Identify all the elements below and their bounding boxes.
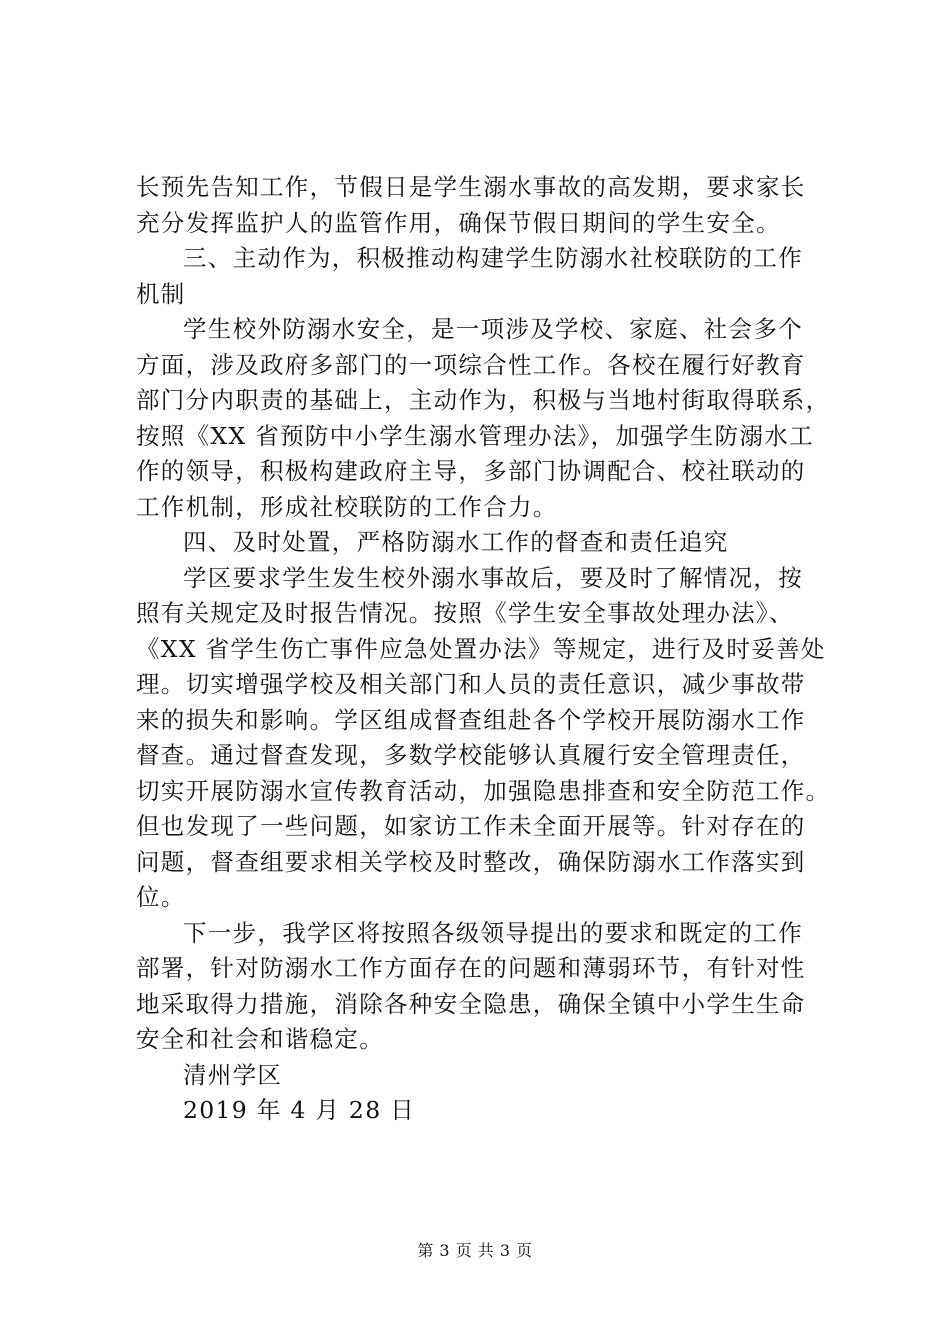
page-number-label: 第 3 页 共 3 页 [417, 1241, 533, 1260]
text-line: 下一步，我学区将按照各级领导提出的要求和既定的工作 [183, 918, 803, 947]
text-line: 长预先告知工作，节假日是学生溺水事故的高发期，要求家长 [136, 173, 806, 201]
text-line: 理。切实增强学校及相关部门和人员的责任意识，减少事故带 [136, 670, 806, 698]
text-line: 学区要求学生发生校外溺水事故后，要及时了解情况，按 [183, 563, 803, 592]
text-line: 作的领导，积极构建政府主导，多部门协调配合、校社联动的 [136, 457, 806, 485]
document-body [136, 170, 836, 1129]
text-line: 《XX 省学生伤亡事件应急处置办法》等规定，进行及时妥善处 [136, 634, 826, 663]
section-heading-continued: 机制 [136, 279, 186, 308]
text-line: 来的损失和影响。学区组成督查组赴各个学校开展防溺水工作 [136, 705, 806, 734]
document-date: 2019 年 4 月 28 日 [183, 1096, 416, 1124]
text-line: 安全和社会和谐稳定。 [136, 1025, 384, 1053]
page-footer [0, 1238, 950, 1261]
text-line: 督查。通过督查发现，多数学校能够认真履行安全管理责任， [136, 741, 806, 769]
text-line: 学生校外防溺水安全，是一项涉及学校、家庭、社会多个 [183, 315, 803, 343]
text-line: 方面，涉及政府多部门的一项综合性工作。各校在履行好教育 [136, 350, 806, 379]
text-line: 充分发挥监护人的监管作用，确保节假日期间的学生安全。 [136, 208, 781, 237]
text-line: 位。 [136, 883, 186, 911]
text-line: 照有关规定及时报告情况。按照《学生安全事故处理办法》、 [136, 599, 794, 627]
text-line: 问题，督查组要求相关学校及时整改，确保防溺水工作落实到 [136, 847, 806, 876]
text-line: 但也发现了一些问题，如家访工作未全面开展等。针对存在的 [136, 812, 806, 840]
text-line: 部门分内职责的基础上，主动作为，积极与当地村街取得联系， [136, 386, 831, 414]
text-line: 切实开展防溺水宣传教育活动，加强隐患排查和安全防范工作。 [136, 776, 831, 805]
section-heading: 四、及时处置，严格防溺水工作的督查和责任追究 [183, 528, 729, 556]
text-line: 工作机制，形成社校联防的工作合力。 [136, 492, 558, 521]
text-line: 部署，针对防溺水工作方面存在的问题和薄弱环节，有针对性 [136, 954, 806, 982]
signature: 清州学区 [183, 1060, 283, 1089]
text-line: 按照《XX 省预防中小学生溺水管理办法》，加强学生防溺水工 [136, 421, 814, 450]
section-heading: 三、主动作为，积极推动构建学生防溺水社校联防的工作 [183, 244, 803, 272]
text-line: 地采取得力措施，消除各种安全隐患，确保全镇中小学生生命 [136, 989, 806, 1018]
